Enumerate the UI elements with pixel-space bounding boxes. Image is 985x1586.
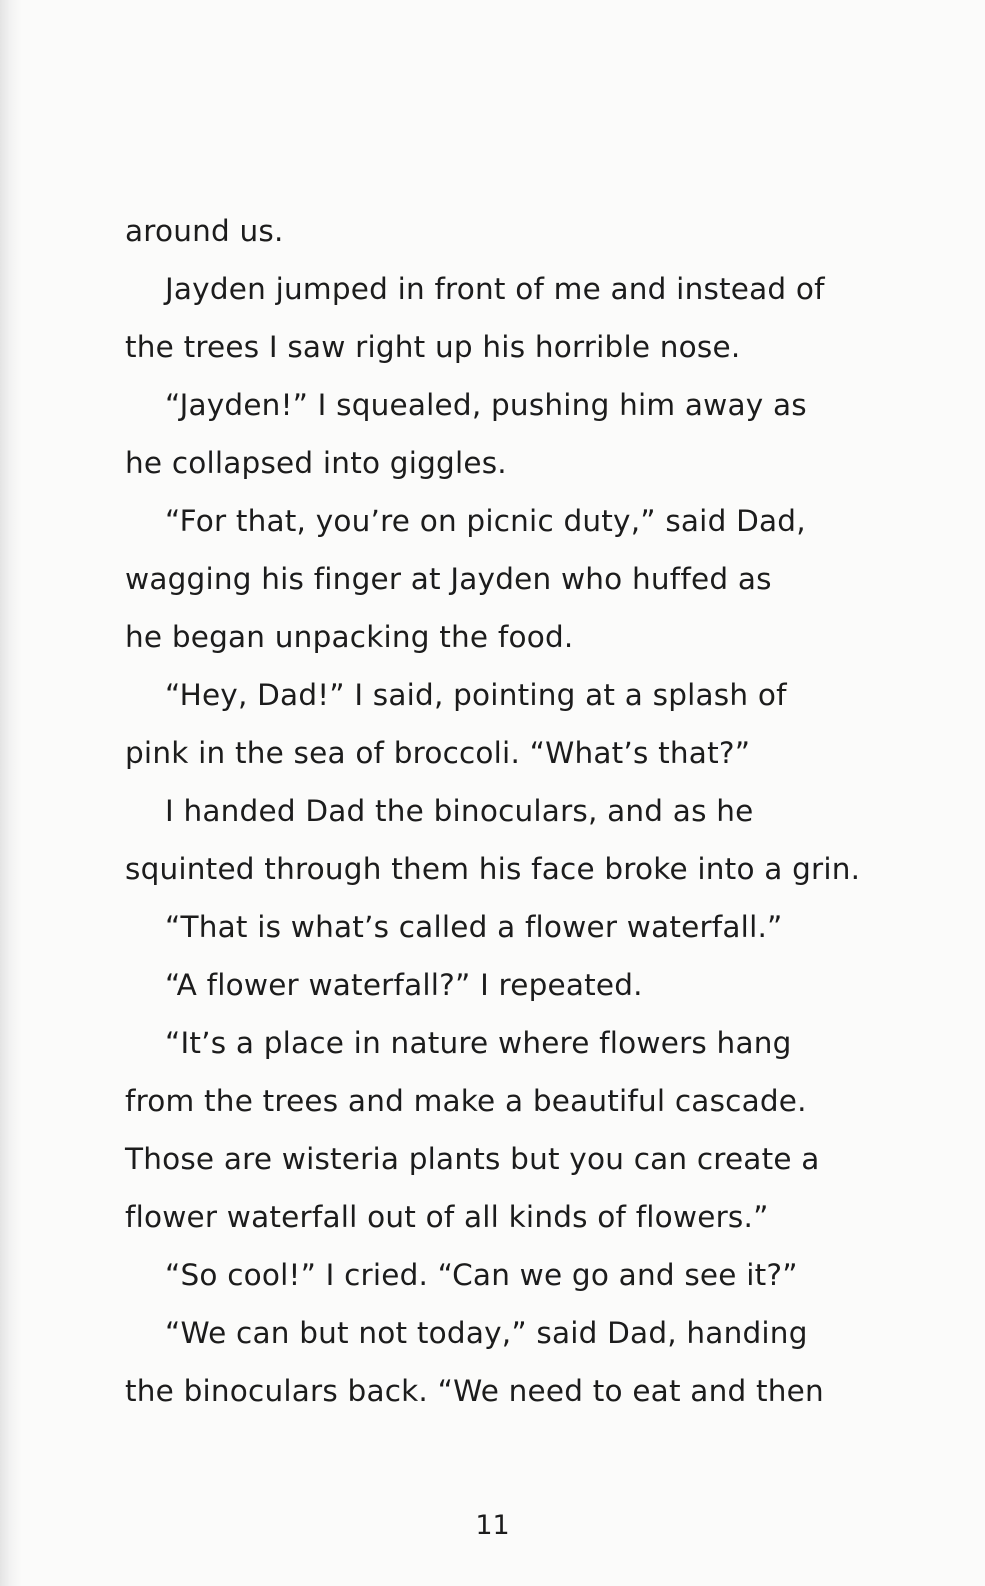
text-line: “Jayden!” I squealed, pushing him away as (165, 388, 807, 422)
page-number: 11 (475, 1510, 510, 1541)
text-line: “We can but not today,” said Dad, handing (165, 1316, 808, 1350)
text-line: he collapsed into giggles. (125, 446, 507, 480)
text-line: “Hey, Dad!” I said, pointing at a splash of (165, 678, 787, 712)
text-line: “So cool!” I cried. “Can we go and see it?” (165, 1258, 798, 1292)
page-gutter-shadow (0, 0, 22, 1586)
text-line: I handed Dad the binoculars, and as he (165, 794, 754, 828)
body-text (125, 202, 885, 1420)
text-line: “It’s a place in nature where flowers hang (165, 1026, 792, 1060)
text-line: wagging his finger at Jayden who huffed as (125, 562, 772, 596)
text-line: flower waterfall out of all kinds of flowers.” (125, 1200, 769, 1234)
text-line: “A flower waterfall?” I repeated. (165, 968, 643, 1002)
text-line: “For that, you’re on picnic duty,” said Dad, (165, 504, 806, 538)
text-line: around us. (125, 214, 284, 248)
text-line: pink in the sea of broccoli. “What’s that?” (125, 736, 751, 770)
text-line: the trees I saw right up his horrible nose. (125, 330, 741, 364)
text-line: Jayden jumped in front of me and instead of (165, 272, 825, 306)
text-line: the binoculars back. “We need to eat and then (125, 1374, 824, 1408)
text-line: Those are wisteria plants but you can create a (125, 1142, 820, 1176)
text-line: from the trees and make a beautiful cascade. (125, 1084, 807, 1118)
text-line: “That is what’s called a flower waterfall.” (165, 910, 783, 944)
text-line: squinted through them his face broke into a grin. (125, 852, 861, 886)
text-line: he began unpacking the food. (125, 620, 574, 654)
